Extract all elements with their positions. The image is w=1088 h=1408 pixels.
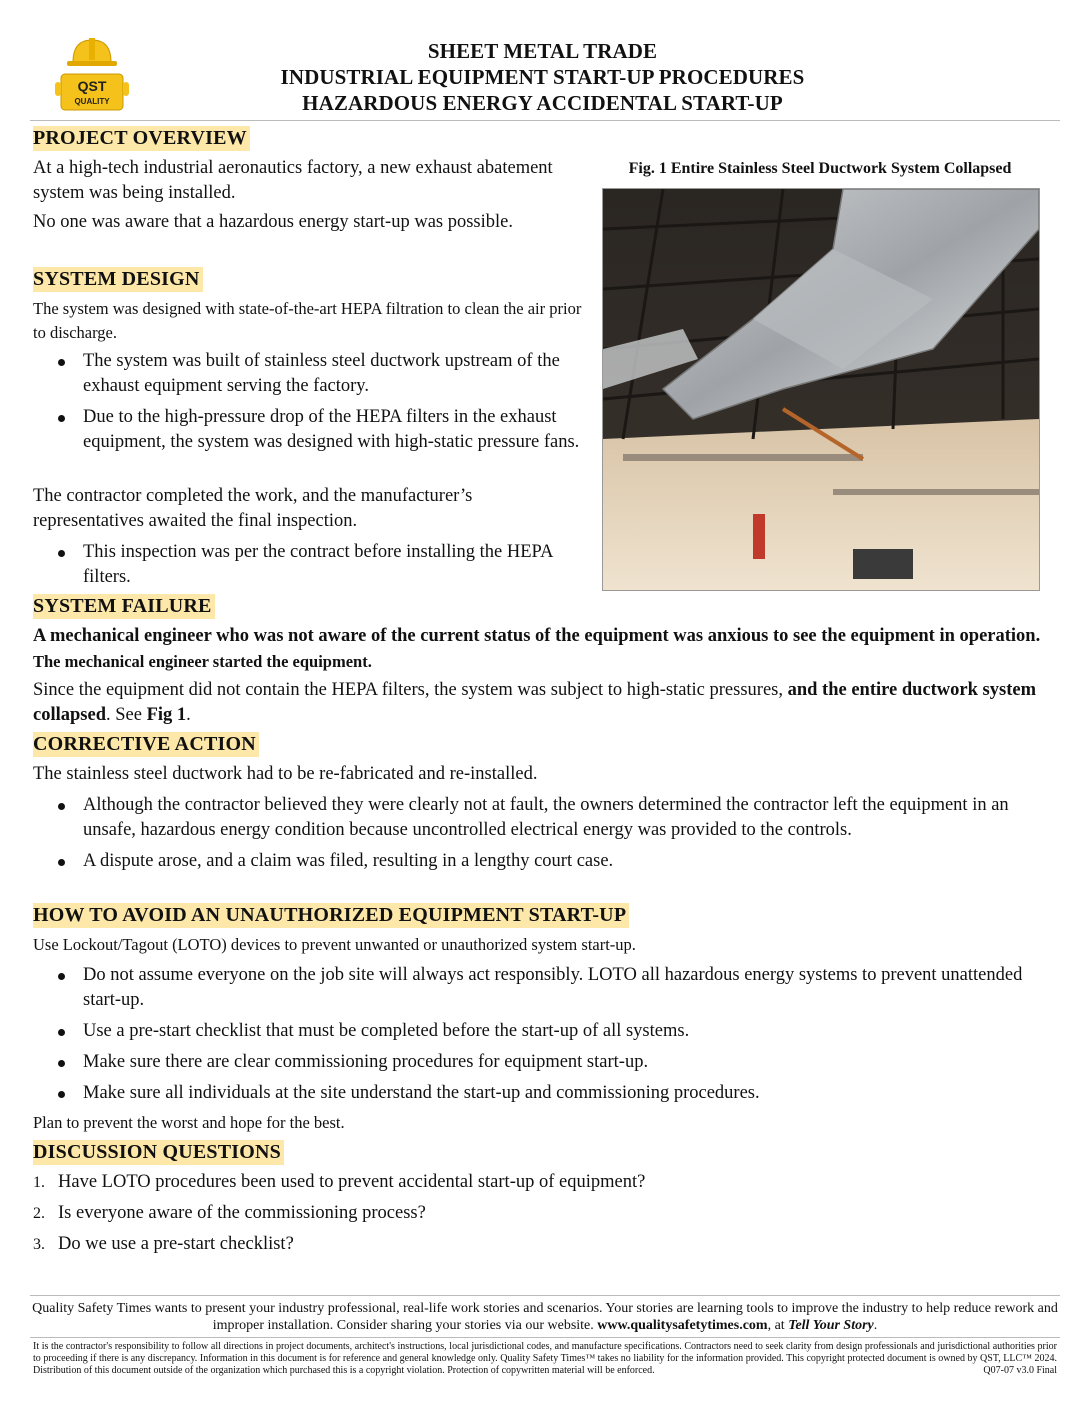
footer-divider-top	[30, 1295, 1060, 1296]
avoid-startup-section	[33, 903, 629, 928]
tell-your-story-link[interactable]: Tell Your Story	[788, 1318, 874, 1333]
bullet-icon	[58, 803, 65, 810]
list-item: Make sure all individuals at the site understand the start-up and commissioning procedures.	[56, 1081, 1046, 1106]
avoid-paragraph-2: Plan to prevent the worst and hope for the best.	[33, 1113, 345, 1132]
design-paragraph-2: The contractor completed the work, and the manufacturer’s representatives awaited the final inspection.	[33, 486, 473, 531]
footer-divider-bottom	[30, 1337, 1060, 1338]
system-failure-heading: SYSTEM FAILURE	[33, 594, 215, 619]
list-item: Although the contractor believed they were clearly not at fault, the owners determined the contractor left the equipment in an unsafe, hazardous energy condition because uncontrolled electrical energy was provided to the controls.	[56, 793, 1046, 843]
discussion-questions-heading: DISCUSSION QUESTIONS	[33, 1140, 284, 1165]
document-version: Q07-07 v3.0 Final	[983, 1365, 1057, 1376]
design-bullet-list-2	[56, 540, 576, 596]
list-item: This inspection was per the contract before installing the HEPA filters.	[56, 540, 576, 590]
collapsed-ductwork-photo	[602, 188, 1040, 591]
list-item: A dispute arose, and a claim was filed, resulting in a lengthy court case.	[56, 849, 1046, 874]
list-item: Use a pre-start checklist that must be completed before the start-up of all systems.	[56, 1019, 1046, 1044]
bullet-icon	[58, 550, 65, 557]
avoid-bullet-list	[56, 963, 1046, 1112]
questions-list	[33, 1170, 1043, 1263]
question-item: 2. Is everyone aware of the commissioning process?	[33, 1203, 426, 1223]
logo-text-qst: QST	[77, 78, 107, 94]
discussion-questions-section	[33, 1140, 284, 1165]
figure-caption: Fig. 1 Entire Stainless Steel Ductwork System Collapsed	[628, 160, 1012, 177]
bullet-icon	[58, 1060, 65, 1067]
website-link[interactable]: www.qualitysafetytimes.com	[597, 1318, 768, 1333]
project-overview-section	[33, 126, 250, 151]
bullet-icon	[58, 973, 65, 980]
corrective-action-heading: CORRECTIVE ACTION	[33, 732, 259, 757]
bullet-icon	[58, 859, 65, 866]
failure-paragraph-2: Since the equipment did not contain the HEPA filters, the system was subject to high-static pressures, and the entire ductwork system collapsed. See Fig 1.	[33, 680, 1036, 725]
footer-call-to-action: Quality Safety Times wants to present your industry professional, real-life work stories and scenarios. Your stories are learning tools to improve the industry to help reduce rework and improper installation. Consider sharing your stories via our website. www.qualitysafetytimes.com, at Tell Your Story.	[32, 1301, 1058, 1333]
qst-quality-logo	[53, 34, 131, 114]
title-line-2: INDUSTRIAL EQUIPMENT START-UP PROCEDURES	[280, 65, 805, 89]
document-title	[250, 38, 835, 116]
overview-paragraph-2: No one was aware that a hazardous energy start-up was possible.	[33, 212, 513, 232]
list-item: Do not assume everyone on the job site will always act responsibly. LOTO all hazardous energy systems to prevent unattended start-up.	[56, 963, 1046, 1013]
system-design-heading: SYSTEM DESIGN	[33, 267, 203, 292]
header-divider	[30, 120, 1060, 121]
corrective-paragraph-1: The stainless steel ductwork had to be re-fabricated and re-installed.	[33, 764, 538, 784]
list-item: The system was built of stainless steel ductwork upstream of the exhaust equipment serving the factory.	[56, 349, 586, 399]
logo-text-quality: QUALITY	[74, 97, 110, 106]
list-item: Make sure there are clear commissioning procedures for equipment start-up.	[56, 1050, 1046, 1075]
bullet-icon	[58, 1029, 65, 1036]
title-line-3: HAZARDOUS ENERGY ACCIDENTAL START-UP	[302, 91, 783, 115]
bullet-icon	[58, 415, 65, 422]
overview-paragraph-1: At a high-tech industrial aeronautics factory, a new exhaust abatement system was being installed.	[33, 158, 553, 203]
avoid-paragraph-1: Use Lockout/Tagout (LOTO) devices to prevent unwanted or unauthorized system start-up.	[33, 935, 636, 954]
design-bullet-list-1	[56, 349, 586, 461]
bullet-icon	[58, 359, 65, 366]
failure-paragraph-1: A mechanical engineer who was not aware of the current status of the equipment was anxious to see the equipment in operation. The mechanical engineer started the equipment.	[33, 626, 1041, 671]
list-item: Due to the high-pressure drop of the HEPA filters in the exhaust equipment, the system was designed with high-static pressure fans.	[56, 405, 586, 455]
corrective-bullet-list	[56, 793, 1046, 880]
question-item: 1. Have LOTO procedures been used to prevent accidental start-up of equipment?	[33, 1172, 646, 1192]
design-paragraph-1: The system was designed with state-of-the-art HEPA filtration to clean the air prior to discharge.	[33, 299, 582, 342]
bullet-icon	[58, 1091, 65, 1098]
footer-disclaimer: It is the contractor's responsibility to follow all directions in project documents, architect's instructions, local jurisdictional codes, and manufacture specifications. Contractors need to seek clarity from design professionals and jurisdictional authorities prior to proceeding if there is any discrepancy. Information in this document is for reference and general knowledge only. Quality Safety Times™ takes no liability for the information provided. This copyright protected document is owned by QST, LLC™ 2024. Distribution of this document outside of the organization which purchased this is a copyright violation. Protection of copywritten material will be enforced. Q07-07 v3.0 Final	[33, 1341, 1057, 1376]
title-line-1: SHEET METAL TRADE	[427, 39, 658, 63]
avoid-startup-heading: HOW TO AVOID AN UNAUTHORIZED EQUIPMENT START-UP	[33, 903, 629, 928]
corrective-action-section	[33, 732, 259, 757]
question-item: 3. Do we use a pre-start checklist?	[33, 1234, 294, 1254]
system-failure-section	[33, 594, 215, 619]
system-design-section	[33, 267, 203, 292]
project-overview-heading: PROJECT OVERVIEW	[33, 126, 250, 151]
